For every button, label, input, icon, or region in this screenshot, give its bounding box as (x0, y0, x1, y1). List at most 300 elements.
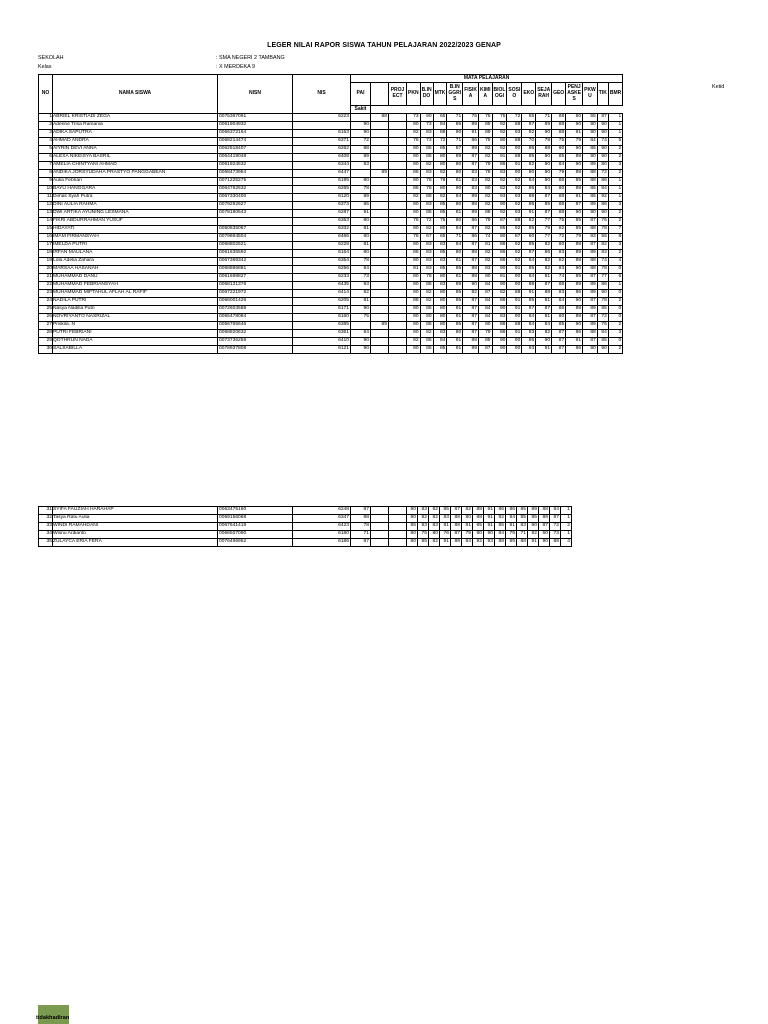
header-subject-11: EKO (522, 83, 536, 106)
cell-grade: 92 (507, 250, 522, 258)
cell-grade: 90 (492, 282, 507, 290)
cell-grade: 74 (597, 138, 608, 146)
cell-grade: 90 (566, 266, 583, 274)
header-subject-1 (371, 83, 389, 106)
table-row (39, 258, 634, 266)
cell-grade: 82 (495, 515, 506, 523)
cell-grade: 88 (583, 258, 598, 266)
cell-grade: 65 (433, 234, 447, 242)
cell-grade: 88 (492, 258, 507, 266)
cell-grade (389, 298, 407, 306)
cell-nis: 6347 (293, 515, 351, 523)
cell-nis: 6153 (293, 130, 351, 138)
cell-grade: 83 (429, 523, 440, 531)
cell-nisn: 0079292627 (218, 202, 293, 210)
cell-grade: 80 (447, 162, 463, 170)
cell-grade: 83 (552, 266, 566, 274)
cell-grade: 82 (536, 258, 552, 266)
cell-grade: 89 (528, 507, 539, 515)
cell-grade: 89 (351, 194, 371, 202)
cell-grade: 85 (420, 210, 433, 218)
table-row (39, 274, 634, 282)
table-row (39, 531, 583, 539)
cell-grade (371, 531, 389, 539)
cell-grade: 75 (407, 234, 421, 242)
cell-nis: 6423 (293, 523, 351, 531)
cell-name: Aulia Febrian (53, 178, 218, 186)
cell-grade: 90 (536, 130, 552, 138)
cell-grade: 88 (507, 122, 522, 130)
cell-grade: 88 (552, 130, 566, 138)
cell-no: 22 (39, 282, 53, 290)
cell-grade: 88 (507, 322, 522, 330)
cell-grade: 85 (420, 146, 433, 154)
cell-grade (389, 338, 407, 346)
cell-grade: 91 (447, 338, 463, 346)
cell-sakit: 1 (608, 130, 622, 138)
cell-grade: 88 (552, 210, 566, 218)
cell-grade: 90 (407, 306, 421, 314)
cell-grade: 89 (583, 282, 598, 290)
cell-grade: 86 (552, 282, 566, 290)
cell-sakit: 1 (608, 186, 622, 194)
cell-grade: 87 (566, 202, 583, 210)
cell-sakit: 0 (608, 338, 622, 346)
cell-no: 1 (39, 114, 53, 122)
cell-grade (389, 146, 407, 154)
cell-grade: 84 (495, 531, 506, 539)
cell-grade: 84 (522, 258, 536, 266)
cell-nisn: 0067369342 (218, 258, 293, 266)
cell-grade: 83 (463, 178, 479, 186)
cell-sakit: 1 (608, 114, 622, 122)
cell-name: AHMAD ANDRA (53, 138, 218, 146)
cell-grade: 87 (478, 290, 492, 298)
cell-grade: 88 (492, 242, 507, 250)
cell-sakit: 0 (608, 306, 622, 314)
cell-grade: 90 (507, 346, 522, 354)
cell-grade: 86 (566, 330, 583, 338)
cell-grade: 90 (507, 314, 522, 322)
cell-grade: 73 (420, 138, 433, 146)
cell-grade: 90 (407, 178, 421, 186)
cell-grade: 89 (447, 282, 463, 290)
cell-grade: 85 (420, 346, 433, 354)
cell-grade (389, 266, 407, 274)
cell-grade: 88 (451, 515, 462, 523)
cell-grade: 75 (418, 531, 429, 539)
cell-grade (389, 507, 407, 515)
cell-grade: 84 (550, 507, 561, 515)
cell-no: 21 (39, 274, 53, 282)
cell-name: BAYU HANGGARA (53, 186, 218, 194)
cell-grade: 80 (478, 322, 492, 330)
cell-grade: 90 (407, 314, 421, 322)
cell-nisn: 0056765646 (218, 322, 293, 330)
cell-grade (389, 202, 407, 210)
cell-grade: 75 (351, 314, 371, 322)
cell-grade: 92 (492, 122, 507, 130)
cell-grade (389, 194, 407, 202)
cell-grade: 90 (407, 346, 421, 354)
cell-grade: 91 (507, 330, 522, 338)
cell-name: MARSAA HASANAH (53, 266, 218, 274)
cell-grade: 89 (371, 170, 389, 178)
cell-grade: 90 (566, 210, 583, 218)
header-subject-16: TIK (597, 83, 608, 106)
cell-grade: 78 (420, 274, 433, 282)
cell-grade: 93 (507, 210, 522, 218)
cell-grade: 89 (566, 250, 583, 258)
cell-grade: 90 (420, 114, 433, 122)
cell-grade: 79 (552, 170, 566, 178)
cell-grade: 87 (539, 523, 550, 531)
cell-grade: 65 (522, 114, 536, 122)
cell-no: 29 (39, 338, 53, 346)
cell-grade: 92 (492, 210, 507, 218)
table-row (39, 202, 634, 210)
cell-sakit: 7 (608, 226, 622, 234)
cell-grade: 90 (507, 338, 522, 346)
cell-grade: 78 (597, 226, 608, 234)
cell-grade: 92 (492, 130, 507, 138)
cell-grade: 80 (407, 274, 421, 282)
footer-label: tidakhadiran (36, 1015, 70, 1021)
header-sakit: Sakit (351, 106, 371, 114)
cell-no: 26 (39, 314, 53, 322)
cell-grade: 86 (495, 507, 506, 515)
cell-grade: 79 (506, 531, 517, 539)
cell-grade: 90 (407, 154, 421, 162)
cell-grade: 86 (552, 306, 566, 314)
cell-grade: 60 (522, 234, 536, 242)
cell-name: Tasya Ratu Aulia (53, 515, 218, 523)
cell-name: Priskila. N (53, 322, 218, 330)
cell-grade: 88 (473, 515, 484, 523)
cell-grade: 83 (583, 234, 598, 242)
cell-grade: 88 (478, 210, 492, 218)
cell-nisn: 0063475160 (218, 507, 293, 515)
cell-grade: 80 (433, 306, 447, 314)
cell-grade: 90 (566, 162, 583, 170)
cell-grade: 82 (478, 226, 492, 234)
cell-sakit: 1 (608, 178, 622, 186)
cell-grade: 84 (478, 306, 492, 314)
cell-grade: 78 (597, 298, 608, 306)
cell-grade: 88 (536, 290, 552, 298)
table-row (39, 346, 634, 354)
cell-grade: 83 (478, 266, 492, 274)
cell-grade: 85 (447, 322, 463, 330)
cell-grade: 90 (407, 226, 421, 234)
cell-grade: 90 (583, 346, 598, 354)
cell-name: ALEXA NIKEISYA BASRIL (53, 154, 218, 162)
cell-grade: 88 (583, 266, 598, 274)
cell-name: IMELDA PUTRI (53, 242, 218, 250)
cell-nis: 6408 (293, 154, 351, 162)
cell-grade: 86 (583, 194, 598, 202)
cell-grade: 83 (463, 186, 479, 194)
cell-grade: 92 (597, 194, 608, 202)
cell-name: AIYRIN DEVI ANNA (53, 146, 218, 154)
cell-grade: 90 (351, 338, 371, 346)
cell-grade: 91 (447, 346, 463, 354)
cell-grade: 82 (492, 290, 507, 298)
cell-grade: 92 (492, 178, 507, 186)
cell-grade: 90 (528, 523, 539, 531)
cell-no: 31 (39, 507, 53, 515)
cell-grade: 93 (507, 194, 522, 202)
cell-grade (389, 234, 407, 242)
cell-grade (371, 338, 389, 346)
cell-grade: 82 (536, 242, 552, 250)
cell-grade: 88 (522, 194, 536, 202)
cell-no: 2 (39, 122, 53, 130)
cell-grade: 90 (463, 282, 479, 290)
cell-grade: 87 (536, 282, 552, 290)
cell-grade: 91 (566, 338, 583, 346)
cell-grade (371, 282, 389, 290)
cell-grade (371, 202, 389, 210)
cell-grade: 76 (597, 322, 608, 330)
cell-grade: 73 (420, 122, 433, 130)
cell-grade: 84 (552, 162, 566, 170)
cell-grade: 87 (463, 306, 479, 314)
cell-grade: 82 (420, 298, 433, 306)
header-subject-13: GEO (552, 83, 566, 106)
cell-grade: 83 (420, 242, 433, 250)
cell-grade: 88 (522, 282, 536, 290)
cell-name: HIDAYATI (53, 226, 218, 234)
cell-grade: 85 (566, 178, 583, 186)
cell-grade: 86 (506, 507, 517, 515)
cell-name: ADIKA SAPUTRA (53, 130, 218, 138)
cell-grade: 80 (536, 170, 552, 178)
cell-grade: 83 (351, 162, 371, 170)
school-label: SEKOLAH (38, 55, 64, 61)
cell-grade: 85 (420, 306, 433, 314)
cell-grade: 91 (484, 507, 495, 515)
cell-grade: 80 (492, 234, 507, 242)
cell-grade: 88 (566, 170, 583, 178)
cell-grade (371, 306, 389, 314)
cell-grade: 87 (492, 218, 507, 226)
cell-no: 35 (39, 539, 53, 547)
cell-grade: 80 (433, 162, 447, 170)
cell-grade (389, 186, 407, 194)
cell-grade: 72 (597, 314, 608, 322)
cell-no: 32 (39, 515, 53, 523)
table-row (39, 226, 634, 234)
cell-nisn: 0064762532 (218, 186, 293, 194)
cell-grade: 81 (447, 210, 463, 218)
cell-name: ZULAYCA ERIA FERA (53, 539, 218, 547)
cell-grade: 83 (420, 202, 433, 210)
table-row (39, 162, 634, 170)
cell-grade: 88 (433, 130, 447, 138)
cell-grade: 72 (597, 170, 608, 178)
cell-grade: 74 (478, 234, 492, 242)
header-subject-17: BMR (608, 83, 622, 106)
cell-grade: 88 (552, 114, 566, 122)
cell-nis: 6256 (293, 266, 351, 274)
cell-grade: 91 (522, 210, 536, 218)
cell-grade: 91 (522, 290, 536, 298)
cell-grade: 82 (418, 515, 429, 523)
cell-grade: 71 (351, 531, 371, 539)
table-row (39, 130, 634, 138)
cell-grade: 83 (420, 258, 433, 266)
cell-grade: 90 (447, 186, 463, 194)
header-no: NO (39, 75, 53, 114)
cell-grade: 85 (495, 523, 506, 531)
cell-grade: 83 (420, 130, 433, 138)
cell-no: 11 (39, 194, 53, 202)
cell-grade: 80 (536, 162, 552, 170)
cell-grade: 87 (552, 338, 566, 346)
cell-grade (371, 226, 389, 234)
cell-grade: 82 (478, 202, 492, 210)
cell-grade: 75 (433, 218, 447, 226)
cell-nisn: 0062518407 (218, 146, 293, 154)
cell-grade: 91 (507, 298, 522, 306)
cell-grade: 88 (407, 298, 421, 306)
header-subject-10: SOSI O (507, 83, 522, 106)
cell-grade: 91 (447, 314, 463, 322)
cell-grade: 85 (522, 266, 536, 274)
cell-grade: 89 (451, 539, 462, 547)
cell-sakit: 1 (608, 282, 622, 290)
cell-nisn: 0071225275 (218, 178, 293, 186)
cell-grade: 81 (351, 298, 371, 306)
cell-grade: 85 (420, 282, 433, 290)
cell-grade: 84 (462, 539, 473, 547)
cell-grade: 90 (597, 122, 608, 130)
cell-sakit: 4 (561, 539, 572, 547)
cell-grade: 82 (478, 194, 492, 202)
cell-grade: 88 (463, 274, 479, 282)
cell-grade: 92 (522, 130, 536, 138)
cell-grade: 89 (463, 194, 479, 202)
cell-grade (371, 146, 389, 154)
cell-grade: 89 (506, 539, 517, 547)
cell-grade: 72 (420, 218, 433, 226)
cell-grade: 88 (473, 507, 484, 515)
cell-grade: 90 (566, 322, 583, 330)
cell-no: 8 (39, 170, 53, 178)
cell-grade: 92 (507, 178, 522, 186)
cell-grade: 83 (433, 282, 447, 290)
cell-grade (389, 218, 407, 226)
cell-grade (389, 274, 407, 282)
cell-grade: 90 (407, 202, 421, 210)
cell-grade: 90 (351, 130, 371, 138)
cell-grade: 80 (433, 186, 447, 194)
cell-nis: 6121 (293, 346, 351, 354)
cell-grade: 82 (478, 178, 492, 186)
cell-grade: 79 (462, 531, 473, 539)
cell-grade: 80 (492, 138, 507, 146)
cell-grade (371, 234, 389, 242)
cell-grade: 86 (522, 186, 536, 194)
cell-grade: 83 (552, 290, 566, 298)
cell-grade: 82 (536, 266, 552, 274)
cell-grade: 91 (351, 210, 371, 218)
cell-grade: 55 (597, 234, 608, 242)
cell-grade (389, 523, 407, 531)
cell-grade: 85 (552, 154, 566, 162)
cell-grade: 81 (447, 258, 463, 266)
cell-grade (389, 122, 407, 130)
cell-grade: 84 (583, 138, 598, 146)
cell-grade: 88 (463, 266, 479, 274)
cell-name: QOTHRUN NADA (53, 338, 218, 346)
table-row (39, 330, 634, 338)
table-row (39, 290, 634, 298)
cell-grade (371, 266, 389, 274)
cell-grade: 82 (420, 330, 433, 338)
cell-grade: 84 (522, 322, 536, 330)
cell-grade (389, 330, 407, 338)
cell-nisn: 0061904932 (218, 122, 293, 130)
cell-grade: 87 (463, 242, 479, 250)
cell-grade: 86 (492, 250, 507, 258)
cell-grade: 90 (351, 306, 371, 314)
cell-grade: 81 (492, 274, 507, 282)
cell-grade: 87 (583, 314, 598, 322)
cell-grade: 90 (566, 122, 583, 130)
cell-grade: 86 (552, 178, 566, 186)
cell-grade: 85 (492, 226, 507, 234)
table-row (39, 178, 634, 186)
cell-grade: 75 (492, 114, 507, 122)
cell-grade: 87 (463, 226, 479, 234)
cell-sakit: 2 (608, 154, 622, 162)
cell-grade: 82 (597, 242, 608, 250)
cell-nisn: 0061924532 (218, 162, 293, 170)
cell-nis: 6205 (293, 298, 351, 306)
cell-grade: 91 (536, 346, 552, 354)
cell-nis: 6371 (293, 138, 351, 146)
header-subject-14: PENJ ASKE S (566, 83, 583, 106)
cell-grade: 90 (407, 515, 418, 523)
cell-sakit: 2 (608, 322, 622, 330)
cell-grade: 76 (440, 531, 451, 539)
cell-grade: 80 (447, 202, 463, 210)
cell-grade: 88 (583, 170, 598, 178)
cell-grade: 92 (473, 539, 484, 547)
cell-grade: 75 (407, 138, 421, 146)
cell-grade: 60 (539, 531, 550, 539)
cell-grade: 80 (433, 290, 447, 298)
cell-grade (389, 178, 407, 186)
cell-grade: 82 (462, 507, 473, 515)
cell-grade: 90 (492, 202, 507, 210)
header-name: NAMA SISWA (53, 75, 218, 114)
cell-nisn: 0068131376 (218, 282, 293, 290)
cell-grade: 81 (536, 298, 552, 306)
cell-grade (371, 330, 389, 338)
cell-nis: 6171 (293, 306, 351, 314)
cell-grade (389, 210, 407, 218)
cell-grade: 89 (539, 515, 550, 523)
cell-nis: 6447 (293, 170, 351, 178)
cell-nisn: 0067221972 (218, 290, 293, 298)
cell-sakit: 3 (608, 330, 622, 338)
cell-grade: 88 (583, 226, 598, 234)
cell-no: 4 (39, 138, 53, 146)
table-row (39, 114, 634, 122)
